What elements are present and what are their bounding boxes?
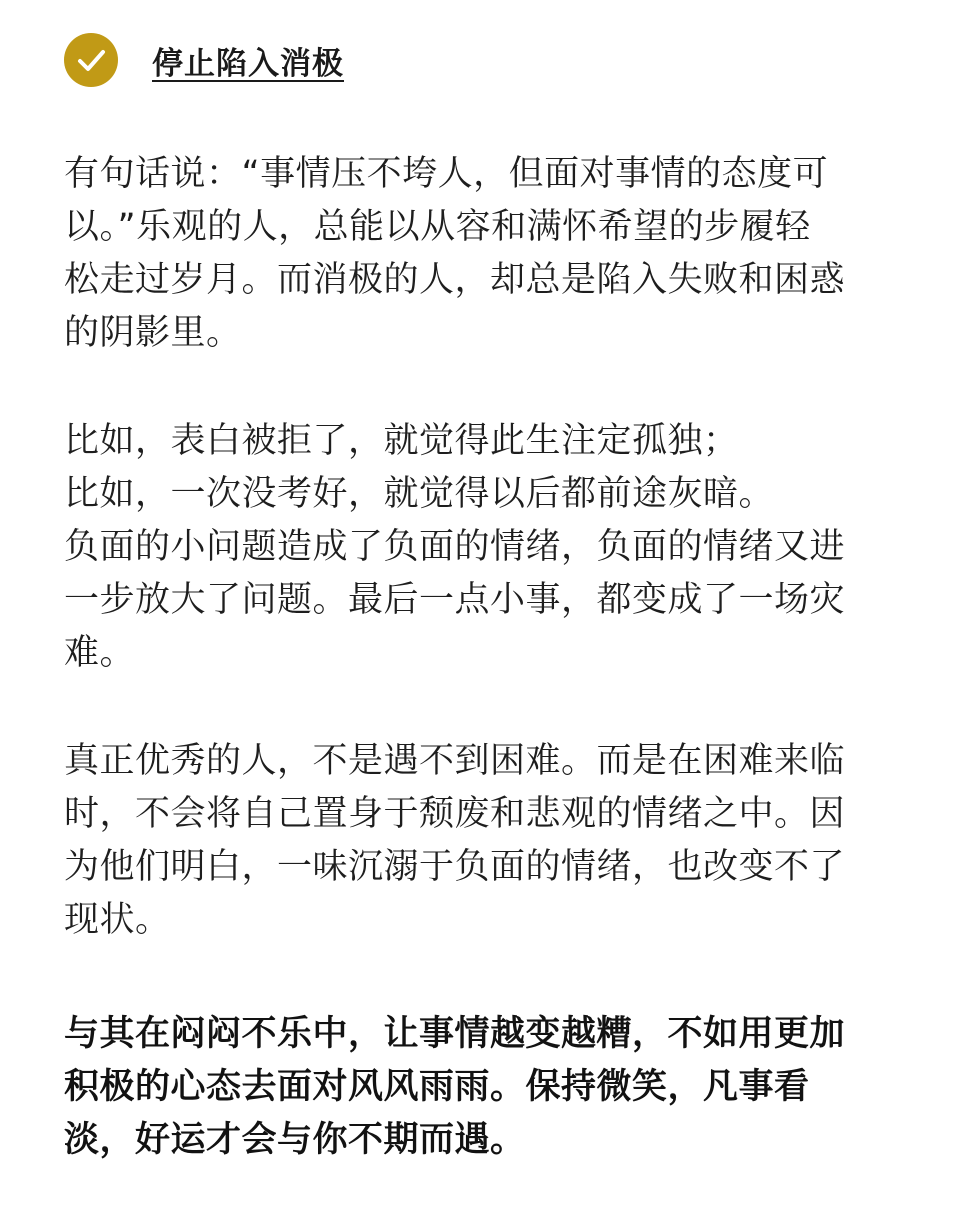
paragraph-line: 积极的心态去面对风风雨雨。保持微笑，凡事看 [64, 1067, 810, 1107]
paragraph-line: 真正优秀的人，不是遇不到困难。而是在困难来临 [64, 741, 846, 781]
paragraph-line: 与其在闷闷不乐中，让事情越变越糟，不如用更加 [64, 1014, 846, 1054]
paragraph-line: 比如，表白被拒了，就觉得此生注定孤独； [64, 421, 739, 461]
paragraph-line: 有句话说：“事情压不垮人，但面对事情的态度可 [64, 154, 829, 194]
paragraph-3 [64, 735, 904, 947]
paragraph-line: 现状。 [64, 900, 171, 940]
section-header [64, 32, 344, 88]
paragraph-1 [64, 148, 904, 360]
paragraph-line: 以。”乐观的人，总能以从容和满怀希望的步履轻 [64, 207, 811, 247]
paragraph-line: 松走过岁月。而消极的人，却总是陷入失败和困惑 [64, 260, 846, 300]
check-circle-icon [64, 33, 118, 87]
paragraph-4 [64, 1008, 904, 1167]
paragraph-line: 一步放大了问题。最后一点小事，都变成了一场灾 [64, 580, 846, 620]
paragraph-2 [64, 415, 904, 680]
paragraph-line: 比如，一次没考好，就觉得以后都前途灰暗。 [64, 474, 775, 514]
paragraph-line: 淡，好运才会与你不期而遇。 [64, 1120, 526, 1160]
paragraph-line: 负面的小问题造成了负面的情绪，负面的情绪又进 [64, 527, 846, 567]
paragraph-line: 的阴影里。 [64, 313, 242, 353]
paragraph-line: 难。 [64, 633, 136, 673]
paragraph-line: 时，不会将自己置身于颓废和悲观的情绪之中。因 [64, 794, 846, 834]
paragraph-line: 为他们明白，一味沉溺于负面的情绪，也改变不了 [64, 847, 846, 887]
section-title: 停止陷入消极 [152, 45, 344, 82]
